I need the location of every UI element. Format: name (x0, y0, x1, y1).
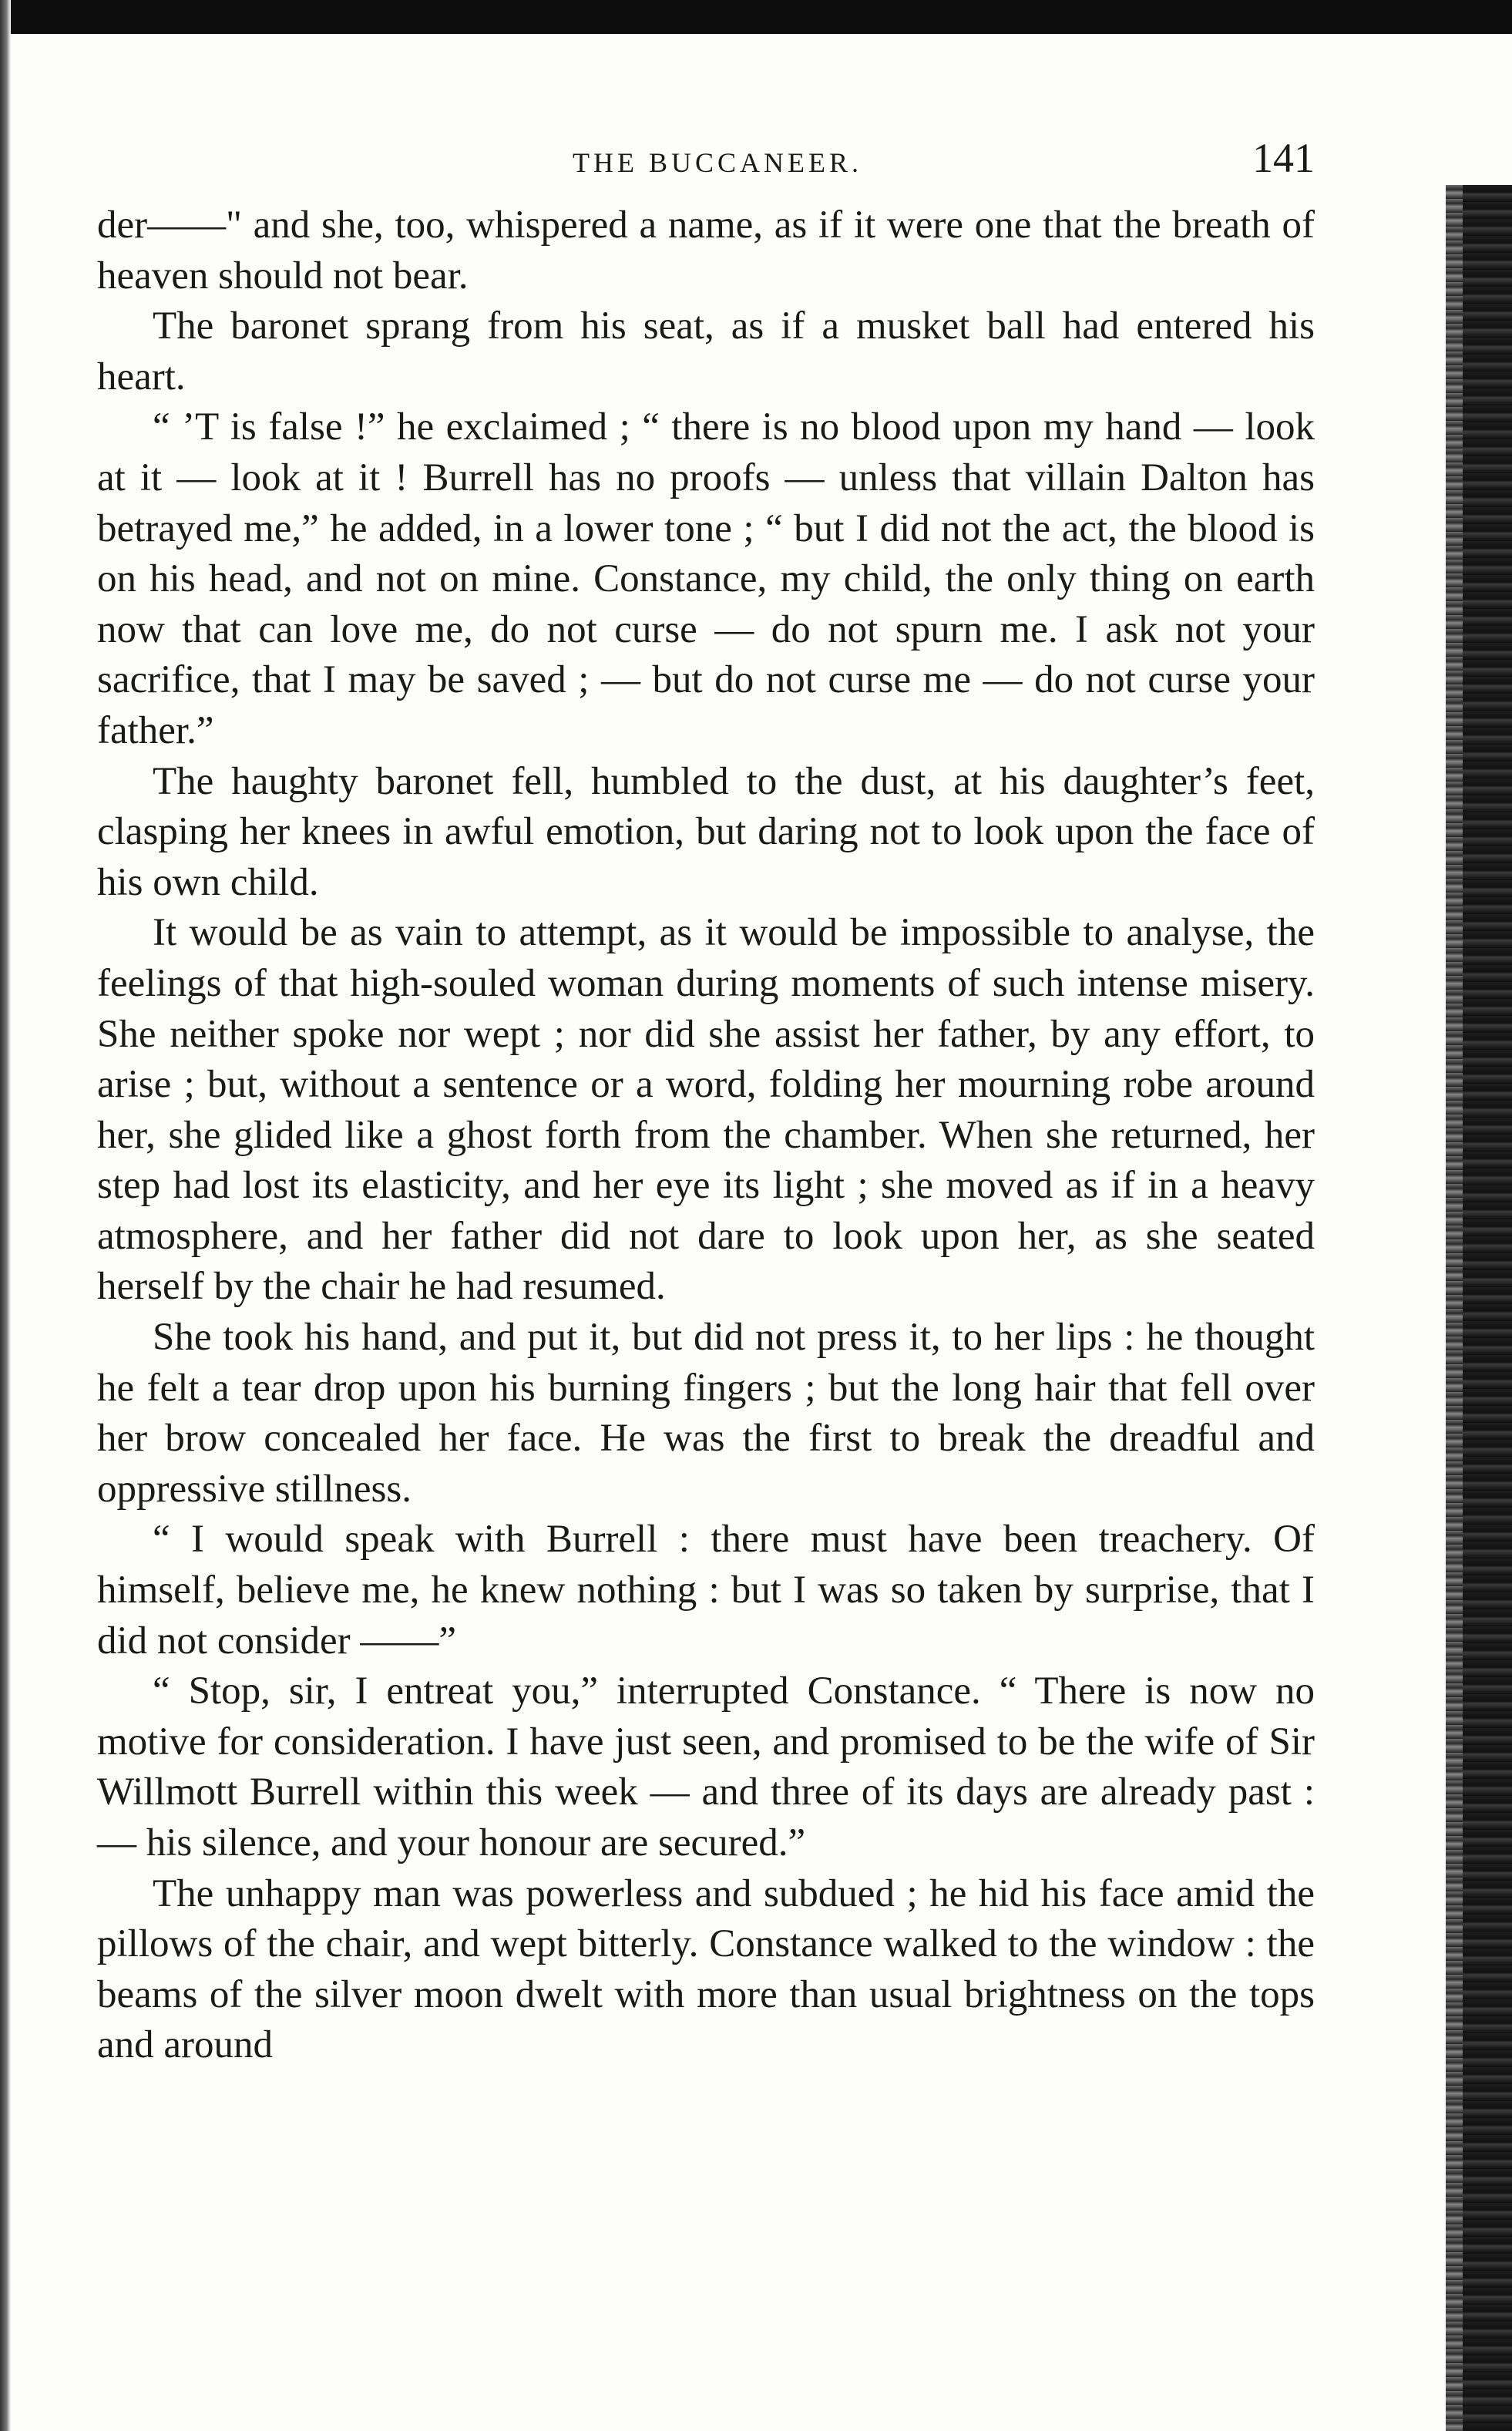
paragraph-1: der——" and she, too, whispered a name, as if it were one that the breath of heaven should not bear. (97, 203, 1315, 298)
paragraph-4: The haughty baronet fell, humbled to the dust, at his daughter’s feet, clasping her knees in awful emotion, but daring not to look upon the face of his own child. (97, 759, 1315, 904)
paragraph-8: “ Stop, sir, I entreat you,” interrupted Constance. “ There is now no motive for consideration. I have just seen, and promised to be the wife of Sir Willmott Burrell within this week — and three of its days are already past : — his silence, and your honour are secured.” (97, 1669, 1315, 1864)
page-header (97, 131, 1315, 200)
body-text (97, 200, 1315, 2071)
paragraph-7: “ I would speak with Burrell : there must have been treachery. Of himself, believe me, he knew nothing : but I was so taken by surprise, that I did not consider ——” (97, 1518, 1315, 1663)
top-border-scan-edge (0, 0, 1512, 34)
left-border-scan-edge (0, 0, 11, 2431)
paragraph-3: “ ’T is false !” he exclaimed ; “ there is no blood upon my hand — look at it — look at it ! Burrell has no proofs — unless that villain Dalton has betrayed me,” he added, in a lower tone ; “ but I did not the act, the blood is on his head, and not on mine. Constance, my child, the only thing on earth now that can love me, do not curse — do not spurn me. I ask not your sacrifice, that I may be saved ; — but do not curse me — do not curse your father.” (97, 405, 1315, 752)
book-page (97, 131, 1315, 2071)
paragraph-2: The baronet sprang from his seat, as if a musket ball had entered his heart. (97, 304, 1315, 398)
page-number: 141 (1252, 135, 1315, 181)
paragraph-9: The unhappy man was powerless and subdued ; he hid his face amid the pillows of the chair, and wept bitterly. Constance walked to the window : the beams of the silver moon dwelt with more than usual brightness on the tops and around (97, 1871, 1315, 2067)
book-fore-edge (1446, 185, 1512, 2431)
paragraph-6: She took his hand, and put it, but did not press it, to her lips : he thought he felt a tear drop upon his burning fingers ; but the long hair that fell over her brow concealed her face. He was the first to break the dreadful and oppressive stillness. (97, 1316, 1315, 1511)
running-head: THE BUCCANEER. (573, 147, 862, 178)
paragraph-5: It would be as vain to attempt, as it would be impossible to analyse, the feelings of that high-souled woman during moments of such intense misery. She neither spoke nor wept ; nor did she assist her father, by any effort, to arise ; but, without a sentence or a word, folding her mourning robe around her, she glided like a ghost forth from the chamber. When she returned, her step had lost its elasticity, and her eye its light ; she moved as if in a heavy atmosphere, and her father did not dare to look upon her, as she seated herself by the chair he had resumed. (97, 911, 1315, 1309)
